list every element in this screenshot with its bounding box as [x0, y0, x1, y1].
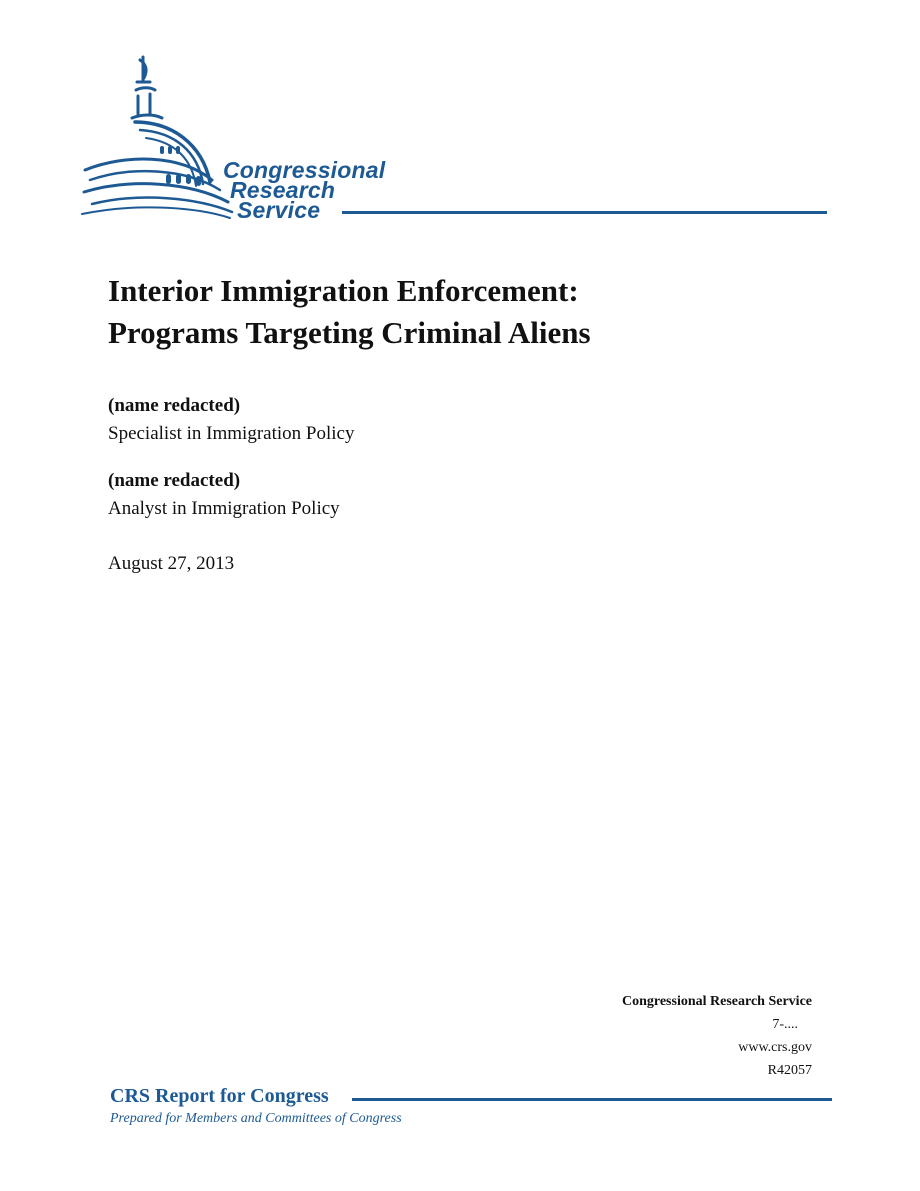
meta-org: Congressional Research Service: [621, 994, 812, 1009]
author-1-name: (name redacted): [108, 395, 241, 416]
logo-wordmark-congressional: Congressional: [223, 157, 386, 183]
meta-phone: 7-....: [772, 1017, 798, 1032]
footer-subtitle: Prepared for Members and Committees of Congress: [110, 1111, 402, 1126]
author-1-role: Specialist in Immigration Policy: [108, 423, 355, 444]
meta-report-number: R42057: [767, 1063, 812, 1078]
logo-wordmark-service: Service: [237, 197, 321, 223]
report-title-line1: Interior Immigration Enforcement:: [108, 273, 579, 308]
report-date: August 27, 2013: [108, 553, 235, 574]
logo-rule: [342, 211, 827, 214]
logo-wordmark-research: Research: [230, 177, 336, 203]
crs-logo: [80, 52, 840, 232]
meta-url[interactable]: www.crs.gov: [738, 1040, 812, 1055]
footer-rule: [352, 1098, 832, 1101]
report-meta: [622, 990, 812, 1082]
author-2-role: Analyst in Immigration Policy: [108, 498, 340, 519]
report-title: [108, 270, 828, 354]
author-2-name: (name redacted): [108, 470, 241, 491]
report-title-line2: Programs Targeting Criminal Aliens: [108, 315, 591, 350]
footer-title: CRS Report for Congress: [110, 1085, 333, 1108]
